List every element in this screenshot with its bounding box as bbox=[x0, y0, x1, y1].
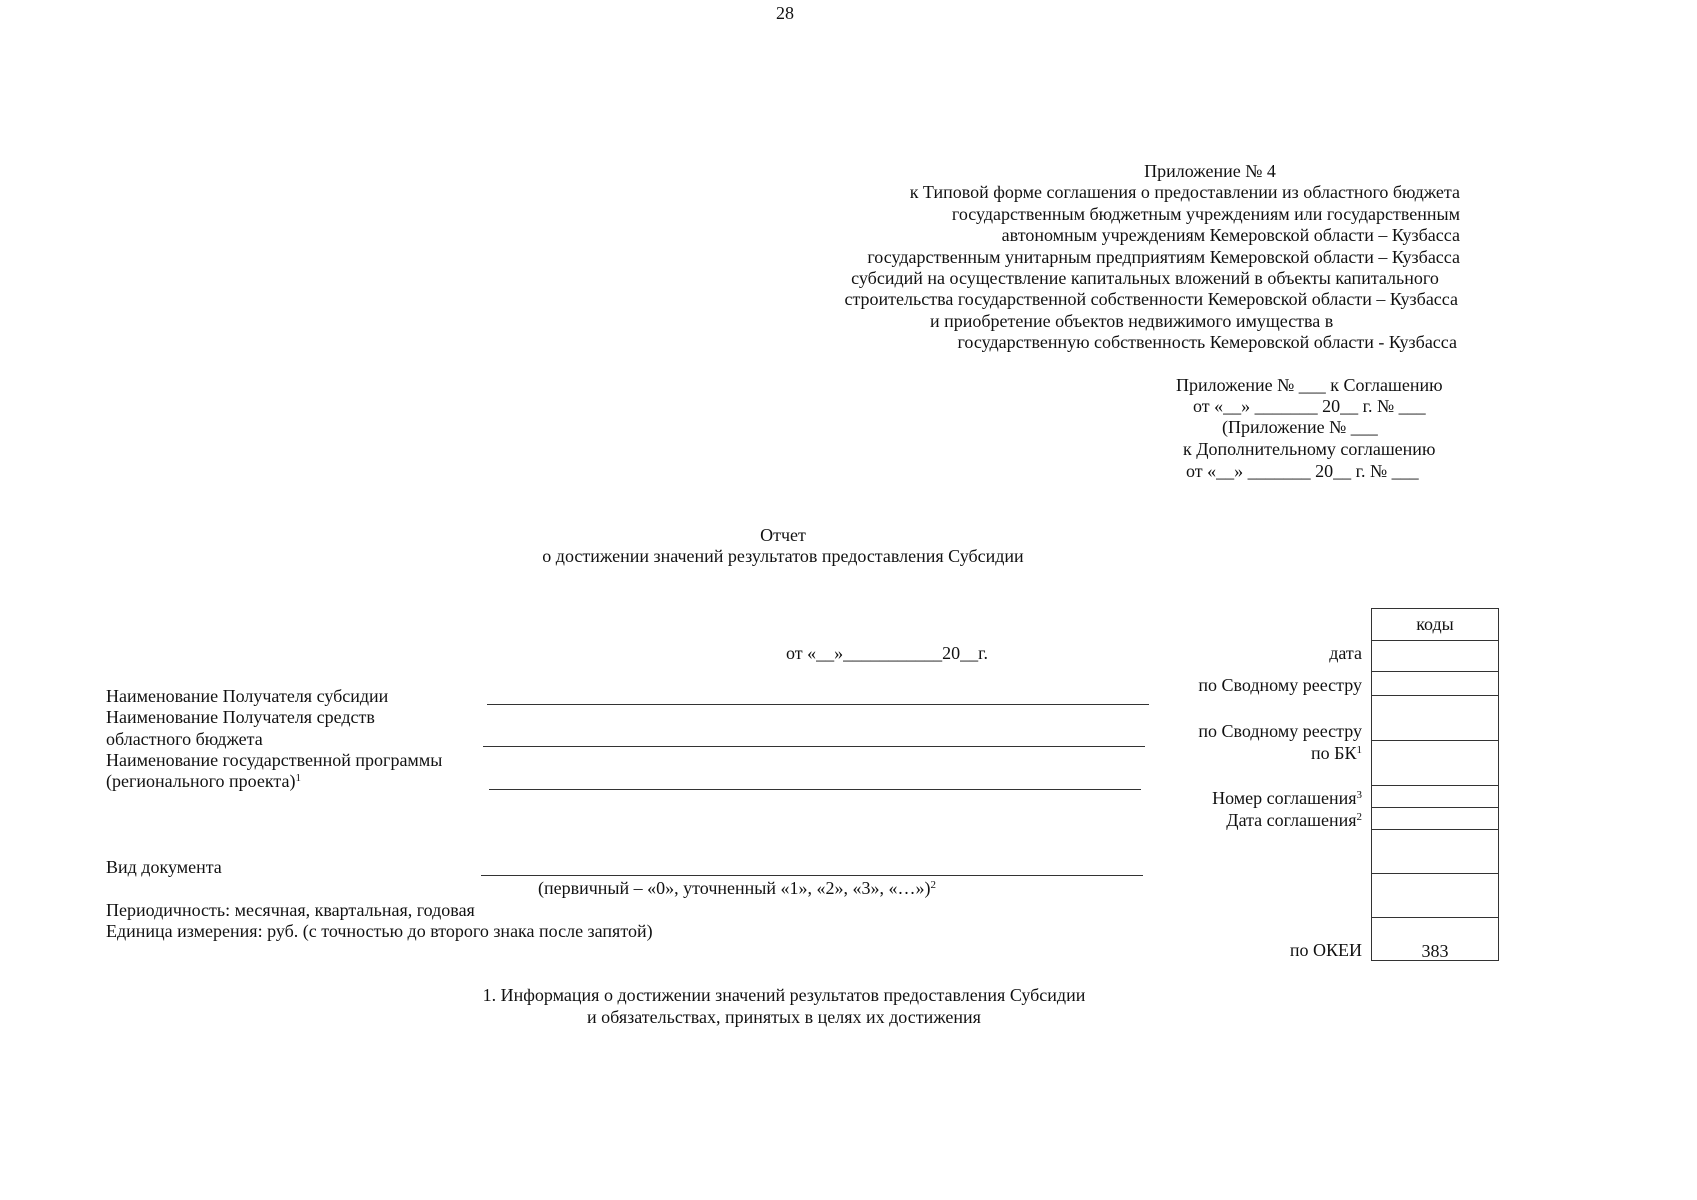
section1-heading-2: и обязательствах, принятых в целях их достижения bbox=[587, 1007, 981, 1027]
agreement-ref-line: (Приложение № ___ bbox=[1222, 417, 1378, 437]
section1-heading: 1. Информация о достижении значений результатов предоставления Субсидии bbox=[482, 985, 1086, 1005]
agreement-ref-line: Приложение № ___ к Соглашению bbox=[1176, 375, 1443, 395]
appendix-line: государственную собственность Кемеровской области - Кузбасса bbox=[957, 332, 1457, 352]
page-number: 28 bbox=[776, 3, 794, 23]
appendix-line: автономным учреждениям Кемеровской области – Кузбасса bbox=[1001, 225, 1460, 245]
codes-agreement-date-label: Дата соглашения$^2$ bbox=[1226, 810, 1362, 830]
codes-date-label: дата bbox=[1329, 643, 1362, 663]
codes-agreement-number-label: Номер соглашения$^3$ bbox=[1212, 788, 1362, 808]
appendix-line: и приобретение объектов недвижимого имущества в bbox=[930, 311, 1334, 331]
codes-registry-label: по Сводному реестру bbox=[1198, 675, 1362, 695]
recipient-field-line[interactable] bbox=[487, 704, 1149, 705]
appendix-line: строительства государственной собственности Кемеровской области – Кузбасса bbox=[844, 289, 1458, 309]
program-label: Наименование государственной программы bbox=[106, 750, 443, 770]
periodicity-label: Периодичность: месячная, квартальная, годовая bbox=[106, 900, 475, 920]
codes-row-divider bbox=[1372, 695, 1498, 696]
codes-row-divider bbox=[1372, 785, 1498, 786]
codes-header: коды bbox=[1416, 614, 1454, 634]
footnote-marker: 1 bbox=[295, 772, 301, 784]
program-label-2: (регионального проекта)$^1$ bbox=[106, 771, 301, 791]
appendix-line: государственным бюджетным учреждениям или государственным bbox=[951, 204, 1460, 224]
program-field-line[interactable] bbox=[489, 789, 1141, 790]
codes-table bbox=[1371, 608, 1499, 961]
report-subtitle: о достижении значений результатов предоставления Субсидии bbox=[542, 546, 1024, 566]
agreement-ref-line: от «__» _______ 20__ г. № ___ bbox=[1186, 461, 1419, 481]
codes-row-divider bbox=[1372, 873, 1498, 874]
doc-type-label: Вид документа bbox=[106, 857, 222, 877]
appendix-line: к Типовой форме соглашения о предоставлении из областного бюджета bbox=[909, 182, 1460, 202]
footnote-marker: 3 bbox=[1356, 789, 1362, 801]
agreement-ref-line: к Дополнительному соглашению bbox=[1183, 439, 1436, 459]
codes-row-divider bbox=[1372, 740, 1498, 741]
codes-row-divider bbox=[1372, 807, 1498, 808]
doc-type-field-line[interactable] bbox=[481, 875, 1143, 876]
report-title: Отчет bbox=[760, 525, 806, 545]
budget-recipient-label-2: областного бюджета bbox=[106, 729, 263, 749]
agreement-ref-line: от «__» _______ 20__ г. № ___ bbox=[1193, 396, 1426, 416]
appendix-title: Приложение № 4 bbox=[1144, 161, 1276, 181]
codes-row-divider bbox=[1372, 917, 1498, 918]
codes-row-divider bbox=[1372, 829, 1498, 830]
codes-row-divider bbox=[1372, 640, 1498, 641]
codes-okei-value: 383 bbox=[1421, 941, 1449, 961]
codes-registry-bk-label-2: по $БК^1$ bbox=[1311, 743, 1362, 763]
appendix-line: субсидий на осуществление капитальных вложений в объекты капитального bbox=[851, 268, 1439, 288]
recipient-label: Наименование Получателя субсидии bbox=[106, 686, 389, 706]
footnote-marker: 2 bbox=[1356, 811, 1362, 823]
report-date: от «__»___________20__г. bbox=[786, 643, 988, 663]
footnote-marker: 2 bbox=[930, 879, 936, 891]
doc-type-hint: (первичный – «0», уточненный «1», «2», «3», «…»)$^2$ bbox=[538, 878, 936, 898]
codes-registry-bk-label: по Сводному реестру bbox=[1198, 721, 1362, 741]
budget-recipient-field-line[interactable] bbox=[483, 746, 1145, 747]
codes-okei-label: по ОКЕИ bbox=[1289, 940, 1362, 960]
codes-row-divider bbox=[1372, 671, 1498, 672]
appendix-line: государственным унитарным предприятиям Кемеровской области – Кузбасса bbox=[867, 247, 1460, 267]
unit-label: Единица измерения: руб. (с точностью до второго знака после запятой) bbox=[106, 921, 653, 941]
footnote-marker: 1 bbox=[1356, 744, 1362, 756]
budget-recipient-label: Наименование Получателя средств bbox=[106, 707, 375, 727]
